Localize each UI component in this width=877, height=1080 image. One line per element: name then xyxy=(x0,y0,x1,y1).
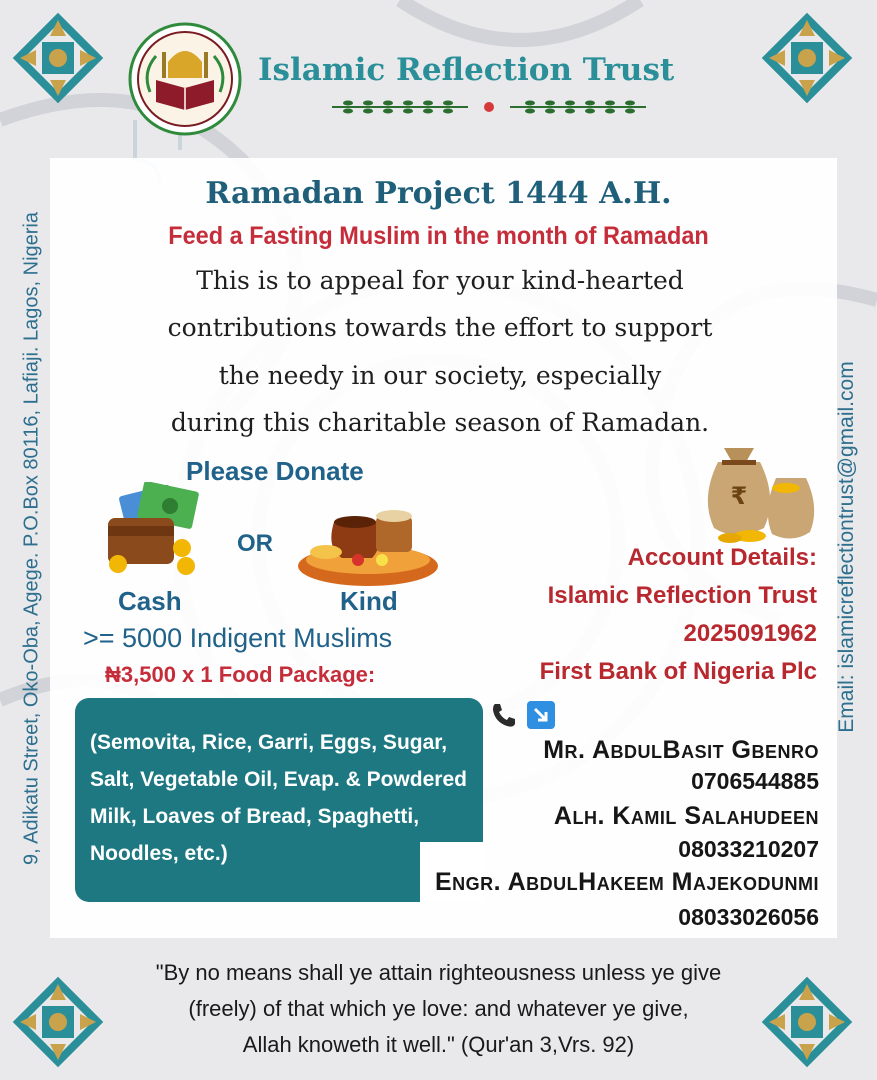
sidebar-address: 9, Adikatu Street, Oko-Oba, Agege. P.O.Box 80116, Lafiaji. Lagos, Nigeria xyxy=(20,212,43,865)
corner-ornament-top-left xyxy=(8,8,108,108)
appeal-line-1: This is to appeal for your kind-hearted xyxy=(196,266,684,295)
contact-3-phone: 08033026056 xyxy=(678,904,819,930)
quote-line-3: Allah knoweth it well." (Qur'an 3,Vrs. 92) xyxy=(242,1032,635,1057)
money-bag-icon xyxy=(690,438,822,546)
food-items-list: (Semovita, Rice, Garri, Eggs, Sugar, Salt, Vegetable Oil, Evap. & Powdered Milk, Loaves of Bread, Spaghetti, Noodles, etc.) xyxy=(90,731,467,865)
arrow-down-right-icon xyxy=(526,700,556,730)
cash-label: Cash xyxy=(118,586,182,616)
project-title: Ramadan Project 1444 A.H. xyxy=(205,176,672,211)
quote-line-1: "By no means shall ye attain righteousness unless ye give xyxy=(155,960,722,985)
svg-text:₹: ₹ xyxy=(730,482,748,510)
kind-label: Kind xyxy=(340,586,398,616)
contact-3-name: Engr. AbdulHakeem Majekodunmi xyxy=(434,868,819,896)
quran-quote xyxy=(60,955,817,1063)
account-name: Islamic Reflection Trust xyxy=(547,582,817,609)
account-details-heading: Account Details: xyxy=(627,544,817,571)
contact-1-name: Mr. AbdulBasit Gbenro xyxy=(543,736,819,764)
appeal-line-3: the needy in our society, especially xyxy=(218,361,662,390)
contact-2-name: Alh. Kamil Salahudeen xyxy=(553,802,819,830)
account-number: 2025091962 xyxy=(683,620,817,647)
sidebar-email: Email: islamicreflectiontrust@gmail.com xyxy=(835,361,858,733)
contact-1-phone: 0706544885 xyxy=(691,768,819,794)
appeal-line-4: during this charitable season of Ramadan. xyxy=(170,408,710,437)
telephone-icon xyxy=(489,700,519,730)
appeal-line-2: contributions towards the effort to support xyxy=(167,313,713,342)
or-label: OR xyxy=(237,530,273,557)
organization-logo xyxy=(128,22,242,136)
cash-wallet-icon xyxy=(100,482,205,582)
food-package-price: ₦3,500 x 1 Food Package: xyxy=(105,662,376,687)
project-subtitle: Feed a Fasting Muslim in the month of Ramadan xyxy=(168,222,709,250)
quote-line-2: (freely) of that which ye love: and whatever ye give, xyxy=(188,996,689,1021)
decorative-vine-divider xyxy=(328,95,650,119)
org-title: Islamic Reflection Trust xyxy=(258,52,675,88)
food-bowl-icon xyxy=(296,500,441,590)
beneficiary-target: >= 5000 Indigent Muslims xyxy=(83,623,393,653)
contact-2-phone: 08033210207 xyxy=(678,836,819,862)
corner-ornament-top-right xyxy=(757,8,857,108)
bank-name: First Bank of Nigeria Plc xyxy=(539,658,817,685)
please-donate-heading: Please Donate xyxy=(186,456,364,486)
